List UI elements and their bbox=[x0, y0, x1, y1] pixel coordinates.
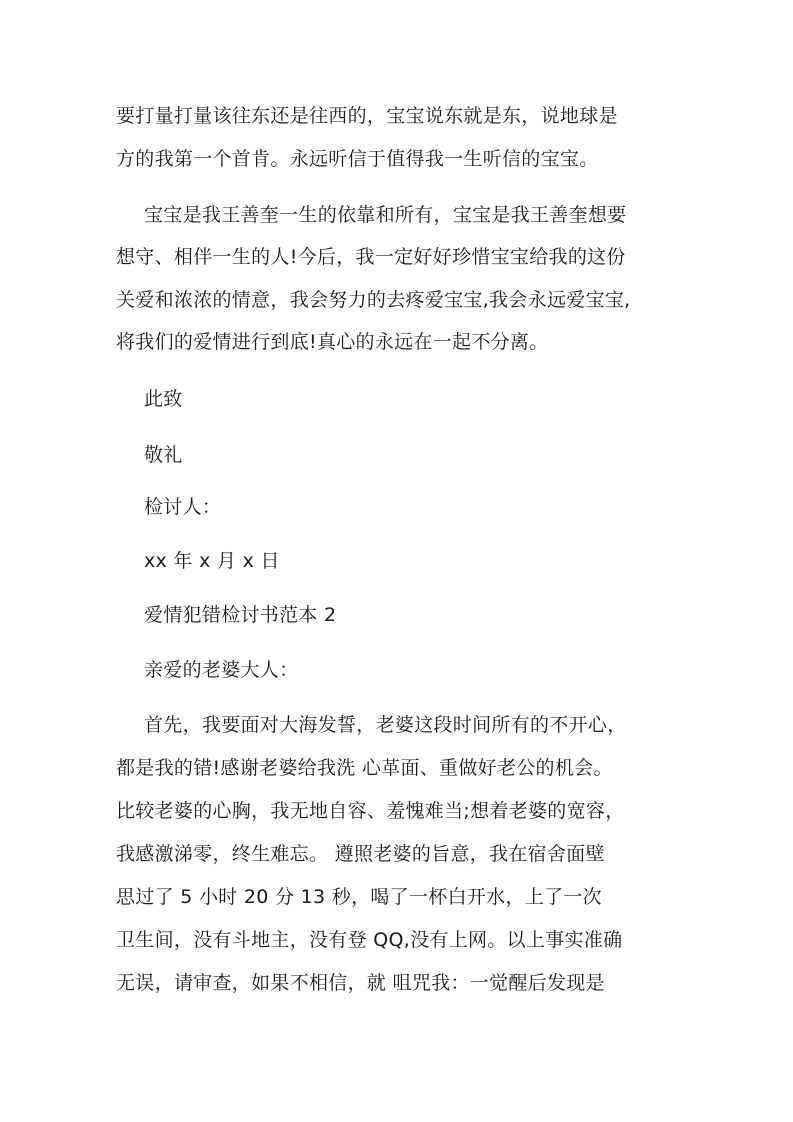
paragraph-2-line-1: 宝宝是我王善奎一生的依靠和所有，宝宝是我王善奎想要 bbox=[144, 204, 627, 226]
closing-text: 此致 bbox=[144, 388, 183, 410]
paragraph-3-line-5: 思过了 5 小时 20 分 13 秒，喝了一杯白开水，上了一次 bbox=[116, 886, 602, 908]
salute-text: 敬礼 bbox=[144, 444, 183, 466]
paragraph-2-line-4: 将我们的爱情进行到底!真心的永远在一起不分离。 bbox=[116, 331, 549, 353]
section-heading-2: 爱情犯错检讨书范本 2 bbox=[144, 604, 337, 626]
paragraph-3-line-3: 比较老婆的心胸，我无地自容、羞愧难当;想着老婆的宽容， bbox=[116, 800, 625, 822]
paragraph-3-line-1: 首先，我要面对大海发誓，老婆这段时间所有的不开心， bbox=[144, 714, 627, 736]
paragraph-2-line-3: 关爱和浓浓的情意，我会努力的去疼爱宝宝,我会永远爱宝宝, bbox=[116, 289, 631, 311]
paragraph-3-line-2: 都是我的错!感谢老婆给我洗 心革面、重做好老公的机会。 bbox=[116, 757, 613, 779]
paragraph-2-line-2: 想守、相伴一生的人!今后，我一定好好珍惜宝宝给我的这份 bbox=[116, 246, 626, 268]
signature-label: 检讨人： bbox=[144, 496, 222, 518]
paragraph-3-line-6: 卫生间，没有斗地主，没有登 QQ,没有上网。以上事实准确 bbox=[116, 929, 623, 951]
paragraph-3-line-4: 我感激涕零，终生难忘。 遵照老婆的旨意，我在宿舍面壁 bbox=[116, 843, 605, 865]
greeting-text: 亲爱的老婆大人： bbox=[144, 659, 299, 681]
paragraph-1-line-1: 要打量打量该往东还是往西的，宝宝说东就是东，说地球是 bbox=[116, 105, 618, 127]
paragraph-1-line-2: 方的我第一个首肯。永远听信于值得我一生听信的宝宝。 bbox=[116, 148, 599, 170]
paragraph-3-line-7: 无误，请审查，如果不相信，就 咀咒我：一觉醒后发现是 bbox=[116, 972, 605, 994]
date-text: xx 年 x 月 x 日 bbox=[144, 550, 280, 572]
